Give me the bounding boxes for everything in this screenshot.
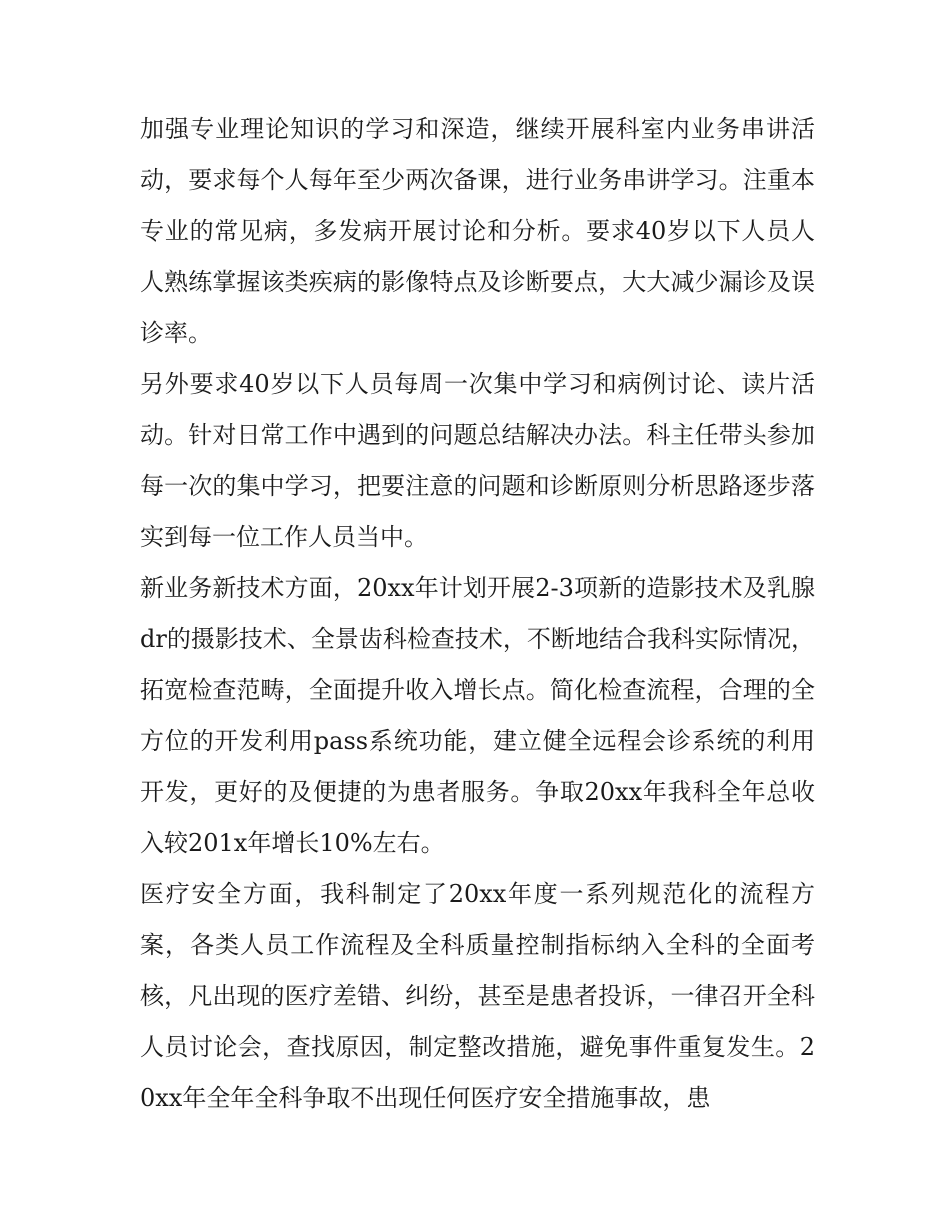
document-body [140,104,815,1124]
paragraph-new-technology: 新业务新技术方面，20xx年计划开展2-3项新的造影技术及乳腺dr的摄影技术、全景齿科检查技术，不断地结合我科实际情况，拓宽检查范畴，全面提升收入增长点。简化检查流程，合理的全方位的开发利用pass系统功能，建立健全远程会诊系统的利用开发，更好的及便捷的为患者服务。争取20xx年我科全年总收入较201x年增长10%左右。 [140,574,815,857]
paragraph-group-learning: 另外要求40岁以下人员每周一次集中学习和病例讨论、读片活动。针对日常工作中遇到的问题总结解决办法。科主任带头参加每一次的集中学习，把要注意的问题和诊断原则分析思路逐步落实到每一位工作人员当中。 [140,370,815,551]
paragraph-medical-safety: 医疗安全方面，我科制定了20xx年度一系列规范化的流程方案，各类人员工作流程及全科质量控制指标纳入全科的全面考核，凡出现的医疗差错、纠纷，甚至是患者投诉，一律召开全科人员讨论会，查找原因，制定整改措施，避免事件重复发生。20xx年全年全科争取不出现任何医疗安全措施事故，患 [140,880,815,1112]
paragraph-study: 加强专业理论知识的学习和深造，继续开展科室内业务串讲活动，要求每个人每年至少两次备课，进行业务串讲学习。注重本专业的常见病，多发病开展讨论和分析。要求40岁以下人员人人熟练掌握该类疾病的影像特点及诊断要点，大大减少漏诊及误诊率。 [140,115,815,347]
